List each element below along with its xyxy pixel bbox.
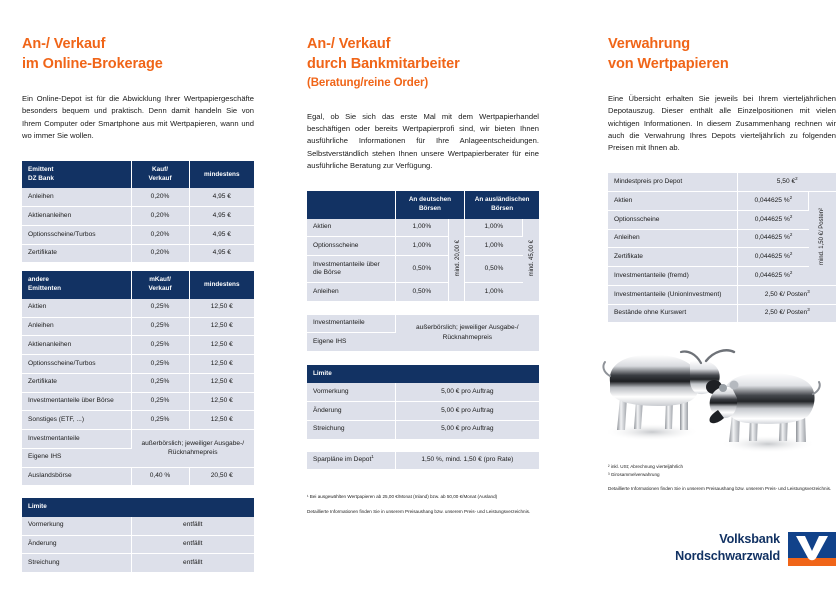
row-min: 12,50 €: [189, 299, 254, 317]
row-label: Vormerkung: [22, 517, 131, 535]
header-text-line1: An ausländischen: [474, 196, 530, 204]
row-value: [738, 173, 836, 191]
row-label: Investmentanteile über Börse: [22, 392, 131, 411]
row-value-text: 0,044625 %: [754, 196, 790, 204]
table-row: [22, 207, 254, 226]
table-dz-bank: [22, 161, 254, 262]
row-rate: 0,40 %: [131, 467, 189, 485]
table-row: [307, 402, 539, 421]
row-value-text: 0,044625 %: [754, 234, 790, 242]
row-label: Optionsscheine: [608, 210, 738, 229]
table-row: [608, 173, 836, 191]
footnote-marker: 1: [371, 453, 374, 459]
table-row: [307, 420, 539, 438]
row-label: Investmentanteile über die Börse: [307, 256, 395, 283]
row-label: Zertifikate: [22, 244, 131, 262]
bull-horn: [706, 350, 734, 361]
table-row: [307, 219, 539, 237]
row-label: Optionsscheine: [307, 237, 395, 256]
table-header-row: [307, 191, 539, 218]
header-text-line2: Verkauf: [148, 174, 172, 182]
footnote-marker: 2: [789, 269, 793, 275]
bull-tail: [603, 362, 610, 376]
row-label: Änderung: [307, 402, 395, 421]
footnote-marker: 2: [789, 232, 793, 238]
table-row: [22, 244, 254, 262]
table-sparplaene: [307, 452, 539, 470]
table-row: [22, 554, 254, 572]
volksbank-logo: [676, 528, 836, 574]
title-line-1: An-/ Verkauf: [307, 36, 391, 52]
row-value: [738, 229, 809, 248]
row-label: Investmentanteile (UnionInvestment): [608, 285, 738, 304]
footnote-item: ³ Girosammelverwahrung: [608, 471, 660, 477]
header-auslaendische-boersen: [465, 191, 539, 218]
row-value-aus: 0,50%: [465, 256, 523, 283]
row-label: Aktien: [307, 219, 395, 237]
table-limite-col2: [307, 365, 539, 439]
row-label: Anleihen: [608, 229, 738, 248]
table-row: [608, 285, 836, 304]
page-title-col1: [22, 34, 254, 74]
row-value: 5,00 € pro Auftrag: [395, 402, 539, 421]
header-text-line2: DZ Bank: [28, 174, 54, 182]
header-deutsche-boersen: [395, 191, 465, 218]
row-value-de: 1,00%: [395, 237, 448, 256]
row-rate: 0,25%: [131, 317, 189, 336]
row-value: entfällt: [131, 535, 254, 554]
header-text-line1: An deutschen: [408, 196, 452, 204]
row-label: Bestände ohne Kurswert: [608, 304, 738, 322]
row-value-de: 1,00%: [395, 219, 448, 237]
row-label: Aktien: [22, 299, 131, 317]
intro-text-col1: Ein Online-Depot ist für die Abwicklung Ihrer Wertpapiergeschäfte besonders bequem und praktisch. Denn damit handeln Sie von Ihrem Computer oder Smartphone aus mit Wertpapieren, wann und wo immer Sie wollen.: [22, 94, 254, 140]
header-text-line2: Börsen: [418, 204, 441, 212]
row-label: Auslandsbörse: [22, 467, 131, 485]
rotated-label: mind. 45,00 €: [529, 239, 536, 277]
row-value-de: 0,50%: [395, 256, 448, 283]
table-boersen: [307, 191, 539, 301]
table-row: [22, 299, 254, 317]
row-value-aus: 1,00%: [465, 237, 523, 256]
table-row: [307, 452, 539, 470]
row-value-text: 0,044625 %: [754, 253, 790, 261]
footnotes-col2: [307, 493, 539, 515]
row-label: Zertifikate: [22, 373, 131, 392]
row-value-text: 2,50 €/ Posten: [764, 290, 808, 298]
table-row: [608, 210, 836, 229]
title-subtitle: (Beratung/reine Order): [307, 77, 429, 89]
row-value-text: 0,044625 %: [754, 271, 790, 279]
column-verwahrung: [608, 0, 836, 322]
header-emittent-dz-bank: [22, 161, 131, 188]
row-value: [738, 267, 809, 286]
row-min: 4,95 €: [189, 188, 254, 206]
title-line-2: im Online-Brokerage: [22, 56, 163, 72]
row-label: Optionsscheine/Turbos: [22, 355, 131, 374]
title-line-2: von Wertpapieren: [608, 56, 729, 72]
table-row: [22, 225, 254, 244]
footnote-marker: 3: [807, 288, 810, 294]
row-rate: 0,20%: [131, 225, 189, 244]
row-merged-value: außerbörslich; jeweiliger Ausgabe-/ Rücknahmepreis: [395, 315, 539, 352]
row-label: Anleihen: [22, 317, 131, 336]
page-title-col3: [608, 34, 836, 74]
table-row-merged: [307, 315, 539, 333]
row-value-aus: 1,00%: [465, 283, 523, 301]
row-label: Sonstiges (ETF, ...): [22, 411, 131, 430]
table-row: [22, 411, 254, 430]
table-header-row: [307, 365, 539, 384]
table-row: [22, 336, 254, 355]
table-header-row: [22, 498, 254, 517]
footnote-item: Detaillierte Informationen finden Sie in unserem Preisaushang bzw. unserem Preis- und Leistungsverzeichnis.: [608, 486, 832, 492]
header-limite: Limite: [307, 365, 539, 384]
table-row: [22, 373, 254, 392]
row-value: entfällt: [131, 517, 254, 535]
row-min: 12,50 €: [189, 411, 254, 430]
row-label: Anleihen: [22, 188, 131, 206]
rotated-label: mind. 1,50 €/ Posten²: [818, 208, 825, 266]
table-row: [608, 304, 836, 322]
rotated-min-de: [449, 219, 465, 302]
table-andere-emittenten: [22, 271, 254, 485]
header-empty: [307, 191, 395, 218]
header-text-line2: Emittenten: [28, 285, 62, 293]
row-min: 4,95 €: [189, 244, 254, 262]
row-label: Streichung: [22, 554, 131, 572]
header-text-line1: Kauf/: [152, 166, 169, 174]
page-title-col2: [307, 34, 539, 92]
table-row: [22, 467, 254, 485]
row-label: Aktienanleihen: [22, 207, 131, 226]
header-text-line1: andere: [28, 276, 49, 284]
volksbank-v-logo-icon: [788, 532, 836, 566]
title-line-2: durch Bankmitarbeiter: [307, 56, 460, 72]
table-limite-col1: [22, 498, 254, 572]
row-rate: 0,25%: [131, 299, 189, 317]
table-header-row: [22, 271, 254, 298]
row-label: Investmentanteile (fremd): [608, 267, 738, 286]
footnote-marker: 2: [789, 250, 793, 256]
intro-text-col2: Egal, ob Sie sich das erste Mal mit dem Wertpapierhandel beschäftigen oder bereits Wertpapierprofi sind, wir bieten Ihnen ausführliche Informationen für Ihre Anlageentscheidungen. Selbstverständlich stehen Ihnen unsere Wertpapierberater für eine ausführliche Beratung zur Verfügung.: [307, 111, 539, 171]
row-value: 5,00 € pro Auftrag: [395, 383, 539, 401]
row-value: [738, 248, 809, 267]
row-label: Investmentanteile: [22, 430, 131, 449]
row-value-de: 0,50%: [395, 283, 448, 301]
table-row: [608, 192, 836, 211]
footnote-marker: 2: [795, 175, 798, 181]
row-label: Optionsscheine/Turbos: [22, 225, 131, 244]
table-row: [307, 256, 539, 283]
bear-ear: [730, 381, 739, 390]
row-label: Aktienanleihen: [22, 336, 131, 355]
row-rate: 0,25%: [131, 355, 189, 374]
row-rate: 0,20%: [131, 244, 189, 262]
table-row: [22, 392, 254, 411]
table-row: [608, 267, 836, 286]
table-row: [608, 229, 836, 248]
header-kauf-verkauf: [131, 271, 189, 298]
footnotes-col3: [608, 463, 836, 500]
row-label: Änderung: [22, 535, 131, 554]
footnote-item: ¹ Bei ausgewählten Wertpapieren ab 25,00 €/Monat (Inland) bzw. ab 50,00 €/Monat (Ausland): [307, 494, 498, 500]
bear-tail: [813, 382, 820, 394]
row-value: 5,00 € pro Auftrag: [395, 420, 539, 438]
row-rate: 0,25%: [131, 336, 189, 355]
table-row: [22, 517, 254, 535]
header-mindestens: mindestens: [189, 161, 254, 188]
rotated-label: mind. 20,00 €: [455, 239, 462, 277]
table-row: [307, 237, 539, 256]
table-row: [307, 283, 539, 301]
header-text-line2: Verkauf: [148, 285, 172, 293]
row-min: 20,50 €: [189, 467, 254, 485]
table-row: [22, 355, 254, 374]
row-min: 12,50 €: [189, 355, 254, 374]
row-value-text: 0,044625 %: [754, 215, 790, 223]
row-label: Zertifikate: [608, 248, 738, 267]
row-label: [307, 452, 395, 470]
table-row: [22, 188, 254, 206]
footnote-item: Detaillierte Informationen finden Sie in unserem Preisaushang bzw. unserem Preis- und Leistungsverzeichnis.: [307, 508, 531, 514]
intro-text-col3: Eine Übersicht erhalten Sie jeweils bei Ihrem vierteljährlichen Depotauszug. Dieser enthält alle Einzelpositionen mit vielen wichtigen Informationen. In diesem Zusammenhang rechnen wir auch die Verwahrung Ihres Depots vierteljährlich zu folgenden Preisen mit Ihnen ab.: [608, 94, 836, 153]
row-min: 12,50 €: [189, 392, 254, 411]
row-rate: 0,25%: [131, 392, 189, 411]
row-min: 12,50 €: [189, 373, 254, 392]
header-mindestens: mindestens: [189, 271, 254, 298]
logo-line-1: Volksbank: [719, 532, 780, 546]
row-value: 1,50 %, mind. 1,50 € (pro Rate): [395, 452, 539, 470]
column-online-brokerage: [22, 0, 254, 572]
row-label: Eigene IHS: [307, 333, 395, 351]
row-rate: 0,25%: [131, 411, 189, 430]
row-label: Streichung: [307, 420, 395, 438]
row-label: Anleihen: [307, 283, 395, 301]
logo-line-2: Nordschwarzwald: [675, 548, 780, 563]
row-value-aus: 1,00%: [465, 219, 523, 237]
row-label: Vormerkung: [307, 383, 395, 401]
footnote-marker: 2: [789, 213, 793, 219]
header-text-line2: Börsen: [491, 204, 514, 212]
logo-wordmark: [675, 531, 780, 564]
row-min: 4,95 €: [189, 225, 254, 244]
row-value-text: 2,50 €/ Posten: [764, 309, 808, 317]
table-row-merged: [22, 430, 254, 449]
title-line-1: Verwahrung: [608, 36, 690, 52]
row-label: Mindestpreis pro Depot: [608, 173, 738, 191]
table-row: [307, 383, 539, 401]
table-header-row: [22, 161, 254, 188]
bull-body: [610, 355, 699, 406]
row-value: [738, 285, 836, 304]
rotated-min-aus: [523, 219, 539, 302]
row-label: Eigene IHS: [22, 448, 131, 467]
row-value-text: 5,50 €: [776, 178, 796, 186]
column-bankmitarbeiter: [307, 0, 539, 522]
row-rate: 0,25%: [131, 373, 189, 392]
row-value: [738, 304, 836, 322]
row-merged-value: außerbörslich; jeweiliger Ausgabe-/ Rücknahmepreis: [131, 430, 254, 468]
table-verwahrung: [608, 173, 836, 322]
header-text-line1: mKauf/: [149, 276, 171, 284]
footnote-marker: 3: [807, 307, 810, 313]
table-ausserboerslich: [307, 315, 539, 352]
bear-ear: [719, 384, 727, 392]
row-min: 12,50 €: [189, 336, 254, 355]
header-limite: Limite: [22, 498, 254, 517]
title-line-1: An-/ Verkauf: [22, 36, 106, 52]
bull-and-bear-image: [600, 336, 838, 461]
row-label: Investmentanteile: [307, 315, 395, 333]
table-row: [22, 535, 254, 554]
table-row: [608, 248, 836, 267]
footnote-item: ² inkl. USt; Abrechnung vierteljährlich: [608, 464, 684, 469]
bull-bear-illustration: [600, 336, 838, 461]
row-label: Aktien: [608, 192, 738, 211]
header-andere-emittenten: [22, 271, 131, 298]
table-row: [22, 317, 254, 336]
header-text-line1: Emittent: [28, 166, 54, 174]
footnote-marker: 2: [789, 194, 793, 200]
rotated-min-posten: [809, 192, 836, 286]
row-rate: 0,20%: [131, 188, 189, 206]
bear-body: [724, 373, 815, 424]
row-value: entfällt: [131, 554, 254, 572]
row-min: 4,95 €: [189, 207, 254, 226]
row-rate: 0,20%: [131, 207, 189, 226]
row-min: 12,50 €: [189, 317, 254, 336]
row-value: [738, 210, 809, 229]
row-value: [738, 192, 809, 211]
row-label-text: Sparpläne im Depot: [313, 456, 372, 464]
header-kauf-verkauf: [131, 161, 189, 188]
